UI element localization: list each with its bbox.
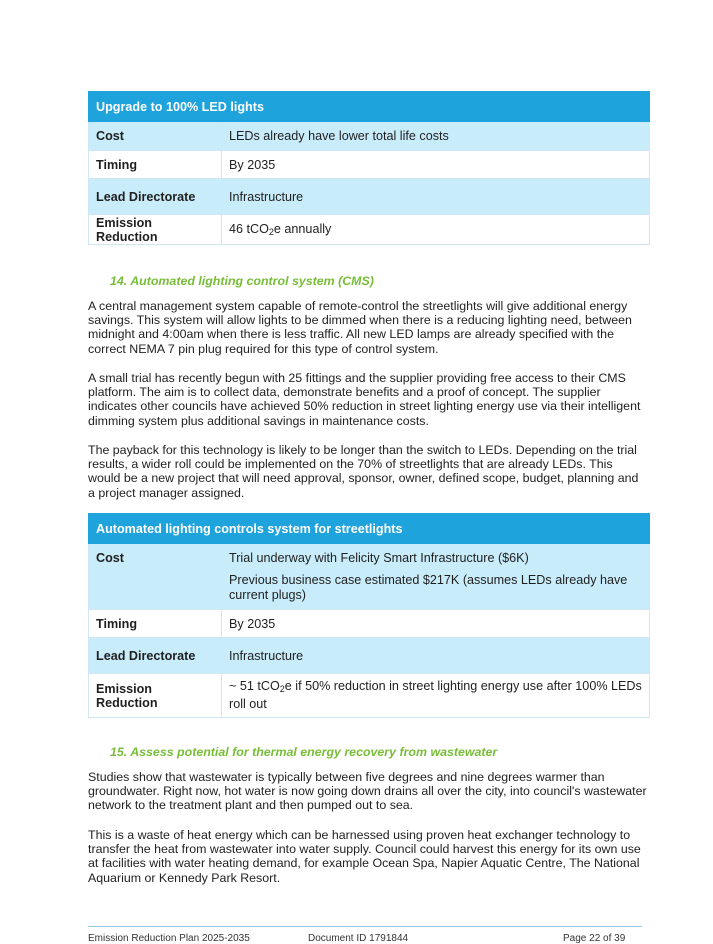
section-heading: 15. Assess potential for thermal energy recovery from wastewater (110, 745, 498, 759)
table-row (89, 179, 650, 215)
row-value: LEDs already have lower total life costs (222, 122, 650, 151)
table-row (89, 122, 650, 151)
row-value: By 2035 (222, 151, 650, 179)
table-row (89, 610, 650, 638)
led-upgrade-table (88, 91, 650, 245)
table-row (89, 638, 650, 674)
paragraph: This is a waste of heat energy which can be harnessed using proven heat exchanger technology to transfer the heat from wastewater into water supply. Council could harvest this energy for its own use at facilities with water heating demand, for example Ocean Spa, Napier Aquatic Centre, The National Aquarium or Kennedy Park Resort. (88, 828, 641, 885)
footer-title: Emission Reduction Plan 2025-2035 (88, 933, 250, 944)
paragraph: The payback for this technology is likely to be longer than the switch to LEDs. Depending on the trial results, a wider roll could be implemented on the 70% of streetlights that are already LEDs. This would be a new project that will need approval, sponsor, owner, defined scope, budget, planning and a project manager assigned. (88, 443, 639, 500)
row-value: By 2035 (222, 610, 650, 638)
row-label: Lead Directorate (89, 179, 222, 215)
row-label: Cost (89, 122, 222, 151)
row-label: Cost (89, 544, 222, 610)
paragraph: A small trial has recently begun with 25 fittings and the supplier providing free access to their CMS platform. The aim is to collect data, demonstrate benefits and a proof of concept. The supplier indicates other councils have achieved 50% reduction in street lighting energy use via their intelligent dimming system plus additional savings in maintenance costs. (88, 371, 641, 428)
row-label: Timing (89, 610, 222, 638)
row-value: 46 tCO$_2$e annually (222, 215, 650, 245)
row-value: Trial underway with Felicity Smart Infrastructure ($6K) Previous business case estimated $217K (assumes LEDs already have current plugs) (222, 544, 650, 610)
row-label: Lead Directorate (89, 638, 222, 674)
section-heading: 14. Automated lighting control system (CMS) (110, 274, 374, 288)
table-header: Upgrade to 100% LED lights (89, 92, 650, 122)
row-value: Infrastructure (222, 638, 650, 674)
table-row (89, 151, 650, 179)
table-row (89, 544, 650, 610)
footer-document-id: Document ID 1791844 (308, 933, 409, 944)
row-label: Emission Reduction (89, 215, 222, 245)
table-row (89, 674, 650, 718)
row-value: ~ 51 tCO$_2$e if 50% reduction in street lighting energy use after 100% LEDs roll out (222, 674, 650, 718)
table-header: Automated lighting controls system for streetlights (89, 514, 650, 544)
cms-table (88, 513, 650, 718)
footer-page-number: Page 22 of 39 (563, 933, 626, 944)
paragraph: A central management system capable of remote-control the streetlights will give additional energy savings. This system will allow lights to be dimmed when there is a reducing lighting need, between midnight and 4:00am when there is less traffic. All new LED lamps are already specified with the correct NEMA 7 pin plug required for this type of control system. (88, 299, 632, 356)
row-value: Infrastructure (222, 179, 650, 215)
footer-divider (88, 926, 642, 927)
row-label: Timing (89, 151, 222, 179)
table-row (89, 215, 650, 245)
paragraph: Studies show that wastewater is typically between five degrees and nine degrees warmer than groundwater. Right now, hot water is now going down drains all over the city, into council's wastewater network to the treatment plant and then pumped out to sea. (88, 770, 647, 813)
row-label: Emission Reduction (89, 674, 222, 718)
